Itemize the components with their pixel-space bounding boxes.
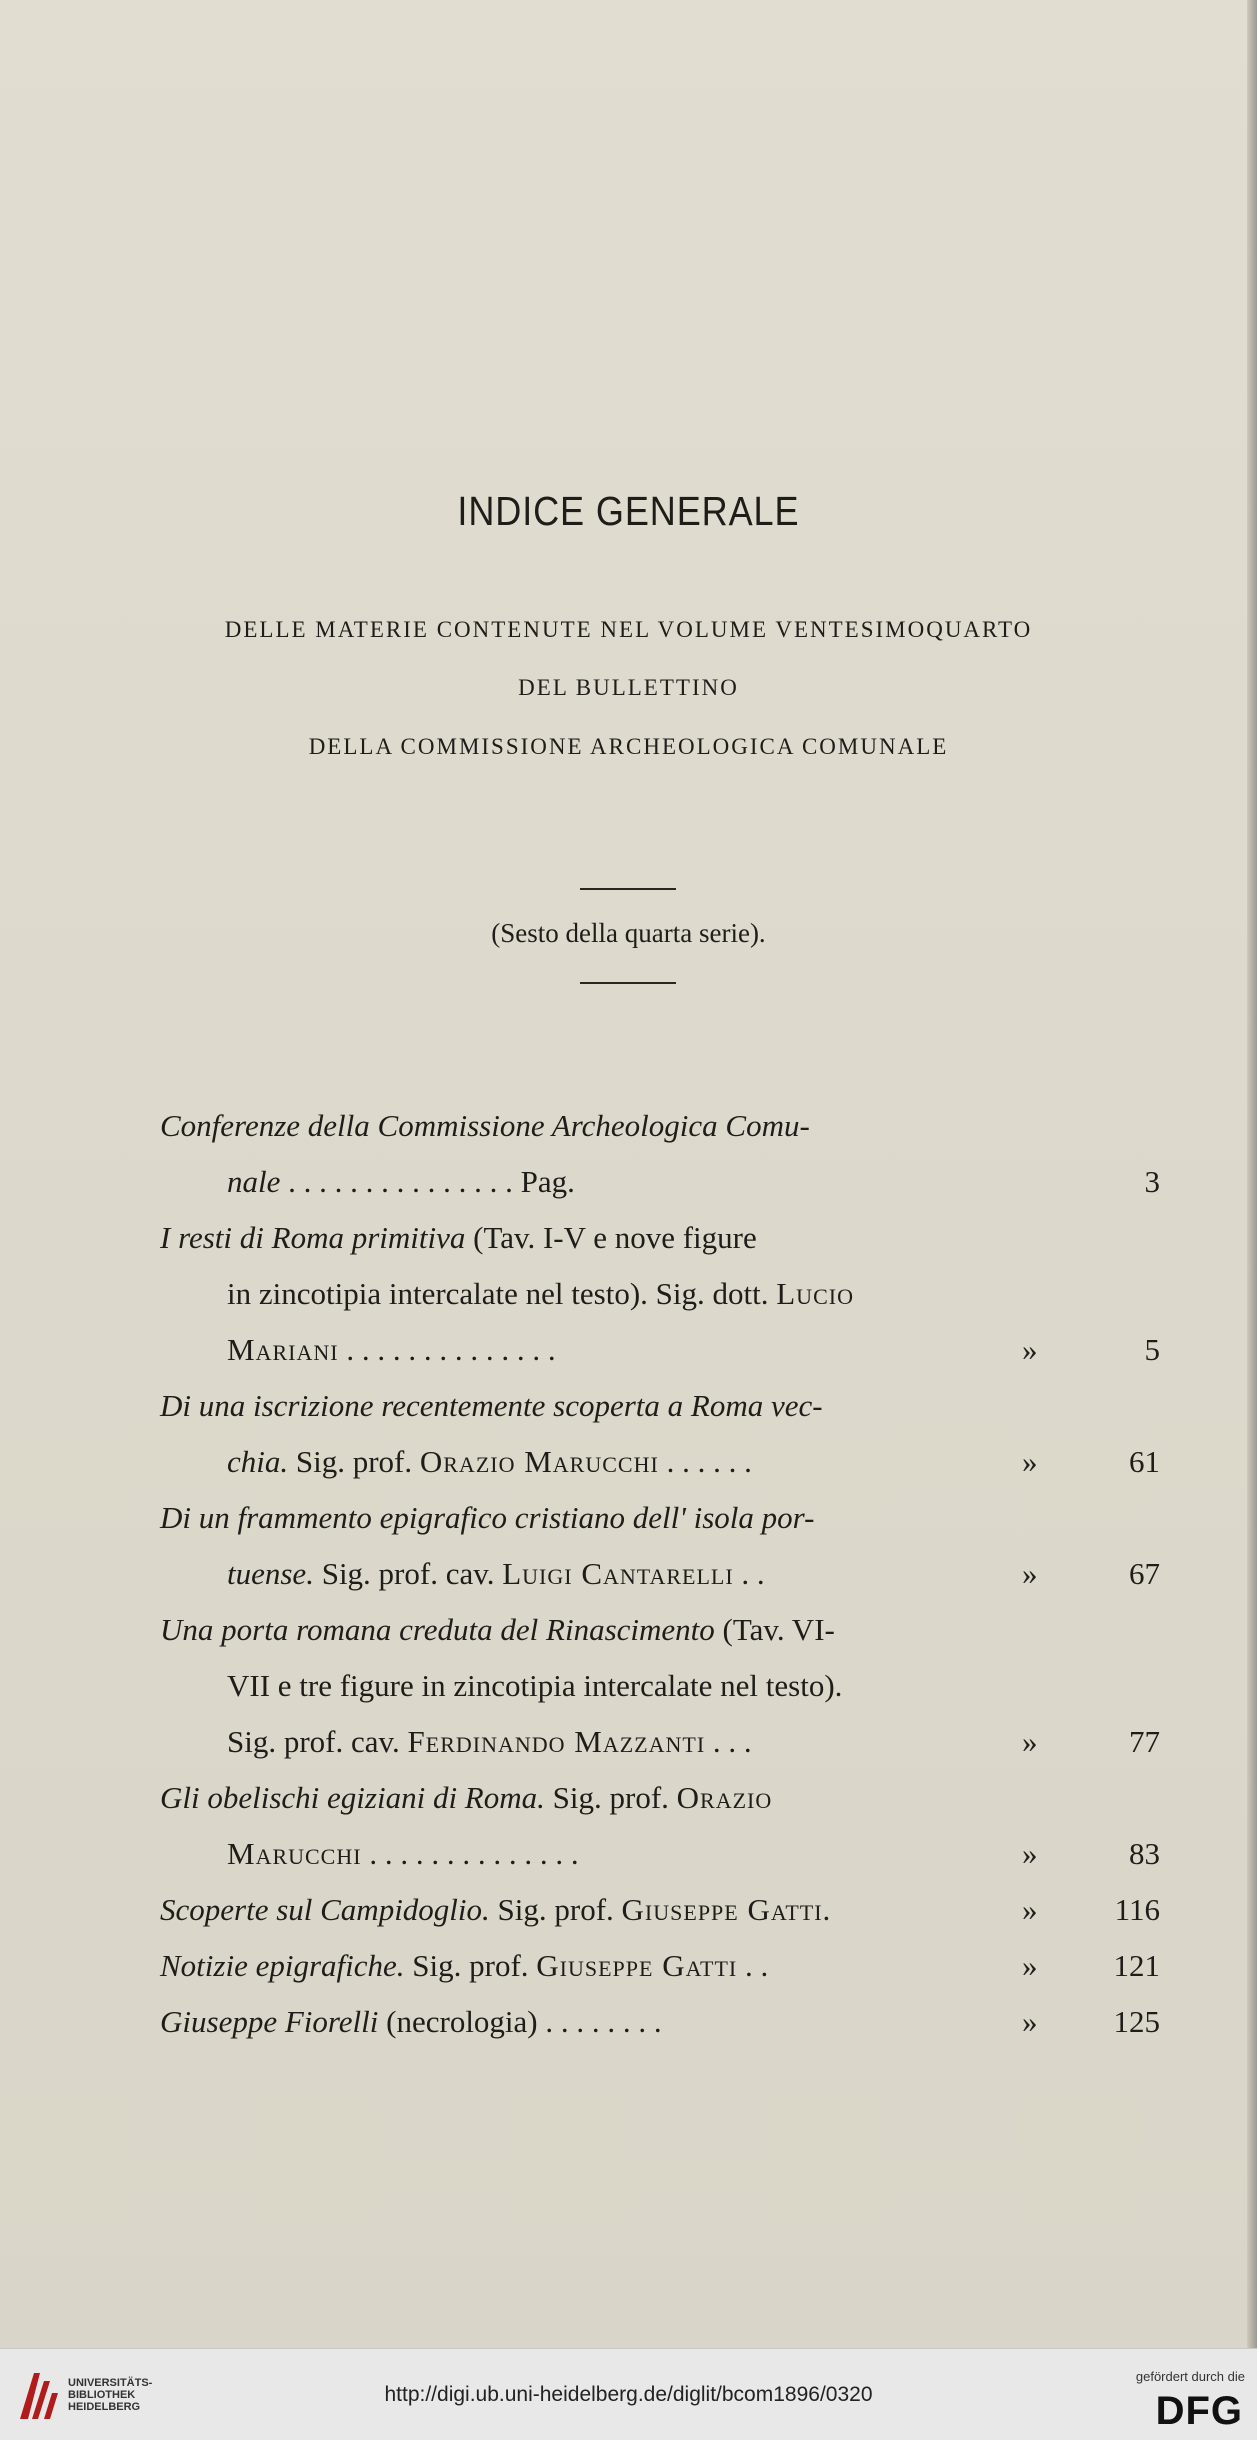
toc-text: (necrologia) . . . . . . . . xyxy=(378,2004,662,2039)
toc-author-text: Lucio xyxy=(776,1276,854,1311)
toc-title-text: nale xyxy=(227,1164,281,1199)
toc-text: Sig. prof. xyxy=(404,1948,537,1983)
subtitle-line-1: DELLE MATERIE CONTENUTE NEL VOLUME VENTESIMOQUARTO xyxy=(224,617,1033,642)
toc-page-number: 116 xyxy=(1114,1892,1160,1927)
divider-rule-bottom xyxy=(580,982,676,984)
toc-entry-line xyxy=(160,1110,810,1141)
toc-text: (Tav. VI- xyxy=(714,1612,835,1647)
library-name-line: BIBLIOTHEK xyxy=(68,2389,136,2401)
toc-entry-line xyxy=(227,1166,575,1197)
index-title: INDICE GENERALE xyxy=(457,488,800,534)
ditto-mark: » xyxy=(1022,1724,1038,1759)
toc-text: Sig. prof. xyxy=(489,1892,622,1927)
toc-title-text: chia. xyxy=(227,1444,289,1479)
footer-bar xyxy=(0,2348,1257,2440)
toc-text: . . . . . . . . . . . . . . xyxy=(338,1332,556,1367)
toc-text: . . . . . . xyxy=(658,1444,752,1479)
series-note: (Sesto della quarta serie). xyxy=(491,918,766,948)
toc-author-text: Mariani xyxy=(227,1332,339,1367)
toc-author-text: Orazio xyxy=(676,1780,773,1815)
ditto-mark: » xyxy=(1022,1892,1038,1927)
toc-title-text: Una porta romana creduta del Rinascimento xyxy=(160,1612,715,1647)
toc-title-text: tuense. xyxy=(227,1556,314,1591)
toc-entry-line xyxy=(160,1222,757,1253)
toc-entry-line xyxy=(227,1670,842,1701)
toc-title-text: I resti di Roma primitiva xyxy=(160,1220,466,1255)
toc-entry-line xyxy=(227,1446,752,1477)
toc-page-number: 67 xyxy=(1129,1556,1160,1591)
toc-text: . . xyxy=(733,1556,765,1591)
toc-entry-line xyxy=(160,2006,662,2037)
toc-page-number: 5 xyxy=(1144,1332,1160,1367)
toc-title-text: Conferenze della Commissione Archeologica Comu- xyxy=(160,1108,810,1143)
toc-page-number: 3 xyxy=(1144,1164,1160,1199)
ditto-mark: » xyxy=(1022,2004,1038,2039)
toc-page-number: 61 xyxy=(1129,1444,1160,1479)
toc-text: Sig. prof. cav. xyxy=(313,1556,503,1591)
toc-title-text: Di un frammento epigrafico cristiano dell' isola por- xyxy=(160,1500,815,1535)
toc-entry-line xyxy=(227,1334,556,1365)
toc-entry-line xyxy=(160,1894,830,1925)
subtitle-line-2: DEL BULLETTINO xyxy=(518,675,739,700)
toc-text: . . xyxy=(737,1948,769,1983)
toc-text: VII e tre figure in zincotipia intercalate nel testo). xyxy=(227,1668,843,1703)
toc-text: . . . . . . . . . . . . . . xyxy=(361,1836,579,1871)
toc-entry-line xyxy=(160,1390,823,1421)
ditto-mark: » xyxy=(1022,1332,1038,1367)
toc-text: (Tav. I-V e nove figure xyxy=(465,1220,757,1255)
toc-entry-line xyxy=(160,1502,814,1533)
toc-author-text: Ferdinando Mazzanti xyxy=(407,1724,706,1759)
toc-title-text: Notizie epigrafiche. xyxy=(160,1948,405,1983)
library-name-line: UNIVERSITÄTS- xyxy=(68,2377,153,2389)
permalink-url[interactable]: http://digi.ub.uni-heidelberg.de/diglit/bcom1896/0320 xyxy=(384,2383,873,2406)
toc-entry-line xyxy=(160,1950,768,1981)
toc-page-number: 77 xyxy=(1129,1724,1160,1759)
page-edge-shadow xyxy=(1247,0,1257,2348)
toc-text: Sig. prof. xyxy=(288,1444,420,1479)
divider-rule-top xyxy=(580,888,676,890)
toc-text: Sig. prof. cav. xyxy=(227,1724,408,1759)
toc-text: . xyxy=(822,1892,831,1927)
toc-title-text: Scoperte sul Campidoglio. xyxy=(160,1892,490,1927)
dfg-logo: DFG xyxy=(1155,2389,1243,2433)
toc-page-number: 125 xyxy=(1113,2004,1160,2039)
toc-title-text: Gli obelischi egiziani di Roma. xyxy=(160,1780,545,1815)
ditto-mark: » xyxy=(1022,1836,1038,1871)
toc-author-text: Giuseppe Gatti xyxy=(621,1892,823,1927)
ditto-mark: » xyxy=(1022,1444,1038,1479)
library-name-line: HEIDELBERG xyxy=(68,2401,141,2413)
toc-text: . . . . . . . . . . . . . . . Pag. xyxy=(280,1164,575,1199)
toc-author-text: Luigi Cantarelli xyxy=(502,1556,734,1591)
subtitle-line-3: DELLA COMMISSIONE ARCHEOLOGICA COMUNALE xyxy=(308,734,949,759)
toc-title-text: Di una iscrizione recentemente scoperta a Roma vec- xyxy=(160,1388,823,1423)
ditto-mark: » xyxy=(1022,1948,1038,1983)
toc-entry-line xyxy=(227,1558,765,1589)
toc-author-text: Marucchi xyxy=(227,1836,362,1871)
toc-page-number: 83 xyxy=(1129,1836,1160,1871)
toc-text: Sig. prof. xyxy=(544,1780,677,1815)
toc-entry-line xyxy=(227,1838,579,1869)
ditto-mark: » xyxy=(1022,1556,1038,1591)
toc-title-text: Giuseppe Fiorelli xyxy=(160,2004,379,2039)
toc-entry-line xyxy=(160,1782,772,1813)
toc-author-text: Orazio Marucchi xyxy=(419,1444,659,1479)
toc-text: . . . xyxy=(705,1724,752,1759)
toc-author-text: Giuseppe Gatti xyxy=(536,1948,738,1983)
toc-page-number: 121 xyxy=(1113,1948,1160,1983)
toc-entry-line xyxy=(160,1614,835,1645)
toc-text: in zincotipia intercalate nel testo). Sig. dott. xyxy=(227,1276,777,1311)
toc-entry-line xyxy=(227,1726,752,1757)
toc-entry-line xyxy=(227,1278,854,1309)
funded-by-label: gefördert durch die xyxy=(1135,2369,1245,2384)
